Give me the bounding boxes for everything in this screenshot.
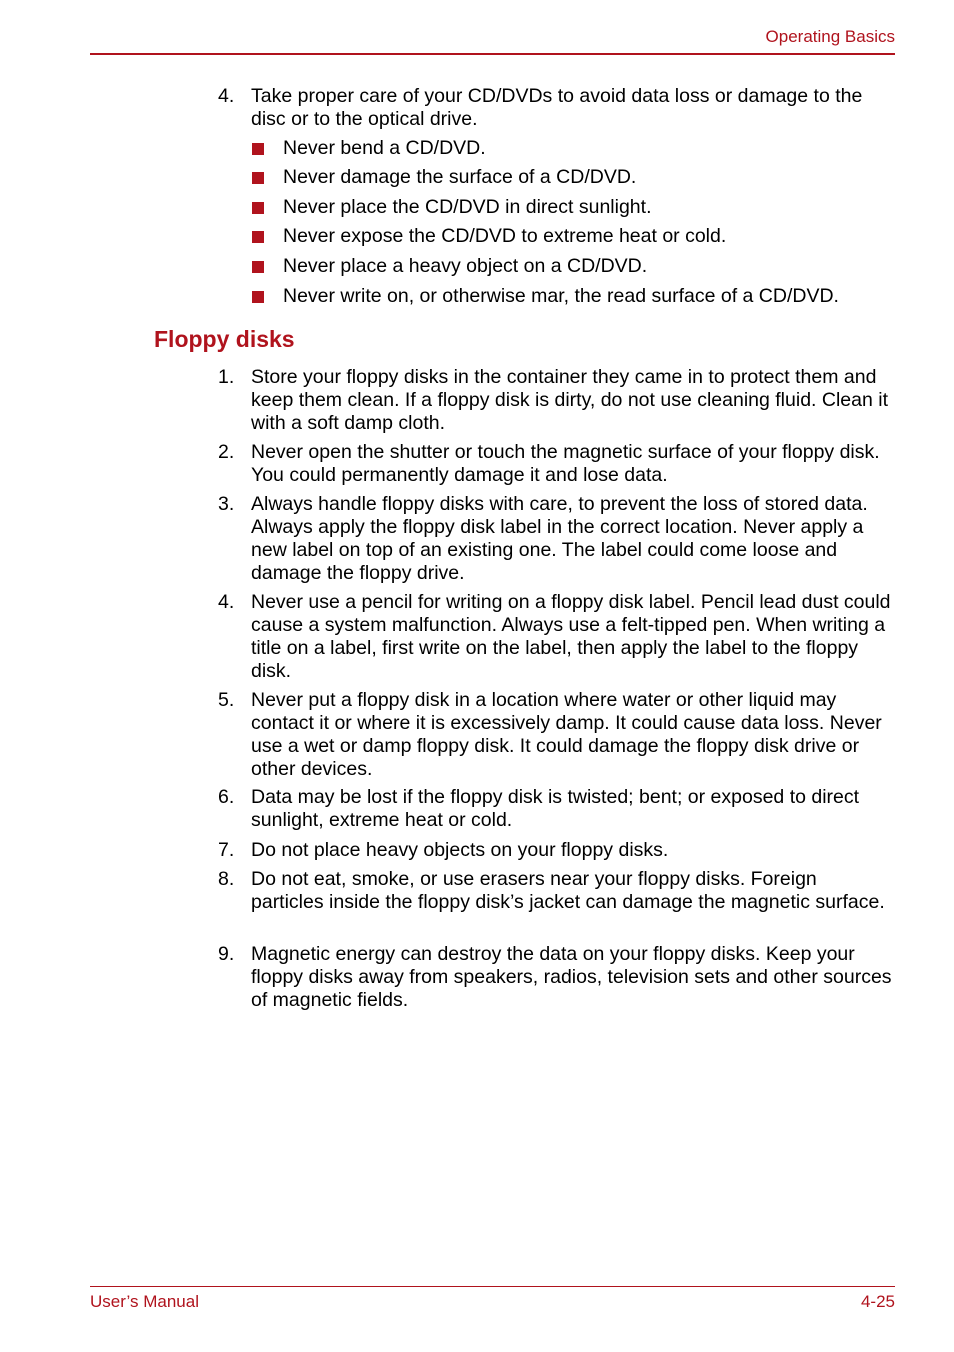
- square-bullet-icon: [252, 143, 264, 155]
- list-text: Always handle floppy disks with care, to prevent the loss of stored data. Always apply the floppy disk label in the correct location. Never apply a new label on top of an existing one. The label could come loose and damage the floppy drive.: [251, 493, 868, 584]
- list-number: 6.: [218, 786, 235, 808]
- list-number: 2.: [218, 441, 235, 463]
- list-number: 4.: [218, 591, 235, 613]
- list-number: 5.: [218, 689, 235, 711]
- bullet-text: Never write on, or otherwise mar, the read surface of a CD/DVD.: [283, 285, 839, 307]
- list-number: 8.: [218, 868, 235, 890]
- list-text: Never open the shutter or touch the magnetic surface of your floppy disk. You could permanently damage it and lose data.: [251, 441, 880, 486]
- section-heading: Floppy disks: [154, 326, 295, 352]
- list-number: 1.: [218, 366, 235, 388]
- bullet-text: Never expose the CD/DVD to extreme heat or cold.: [283, 225, 727, 247]
- footer-manual-title: User’s Manual: [90, 1292, 199, 1311]
- square-bullet-icon: [252, 261, 264, 273]
- square-bullet-icon: [252, 172, 264, 184]
- square-bullet-icon: [252, 231, 264, 243]
- list-number: 9.: [218, 943, 235, 965]
- list-number: 3.: [218, 493, 235, 515]
- bullet-text: Never bend a CD/DVD.: [283, 137, 486, 159]
- list-text: Never put a floppy disk in a location where water or other liquid may contact it or where it is excessively damp. It could cause data loss. Never use a wet or damp floppy disk. It could damage the floppy disk drive or other devices.: [251, 689, 882, 780]
- bullet-text: Never place the CD/DVD in direct sunlight.: [283, 196, 652, 218]
- list-text: Take proper care of your CD/DVDs to avoid data loss or damage to the disc or to the optical drive.: [251, 85, 863, 130]
- list-number: 7.: [218, 839, 235, 861]
- footer-rule: [90, 1286, 895, 1287]
- list-text: Magnetic energy can destroy the data on your floppy disks. Keep your floppy disks away from speakers, radios, television sets and other sources of magnetic fields.: [251, 943, 892, 1011]
- list-text: Data may be lost if the floppy disk is twisted; bent; or exposed to direct sunlight, extreme heat or cold.: [251, 786, 860, 831]
- list-text: Do not place heavy objects on your floppy disks.: [251, 839, 669, 861]
- running-header: Operating Basics: [765, 27, 895, 46]
- page-number: 4-25: [860, 1292, 895, 1311]
- list-number: 4.: [218, 85, 235, 107]
- square-bullet-icon: [252, 291, 264, 303]
- square-bullet-icon: [252, 202, 264, 214]
- header-rule: [90, 53, 895, 55]
- bullet-text: Never damage the surface of a CD/DVD.: [283, 166, 637, 188]
- list-text: Never use a pencil for writing on a floppy disk label. Pencil lead dust could cause a system malfunction. Always use a felt-tipped pen. When writing a title on a label, first write on the label, then apply the label to the floppy disk.: [251, 591, 891, 682]
- list-text: Store your floppy disks in the container they came in to protect them and keep them clean. If a floppy disk is dirty, do not use cleaning fluid. Clean it with a soft damp cloth.: [251, 366, 888, 434]
- bullet-text: Never place a heavy object on a CD/DVD.: [283, 255, 648, 277]
- list-text: Do not eat, smoke, or use erasers near your floppy disks. Foreign particles inside the floppy disk’s jacket can damage the magnetic surface.: [251, 868, 885, 913]
